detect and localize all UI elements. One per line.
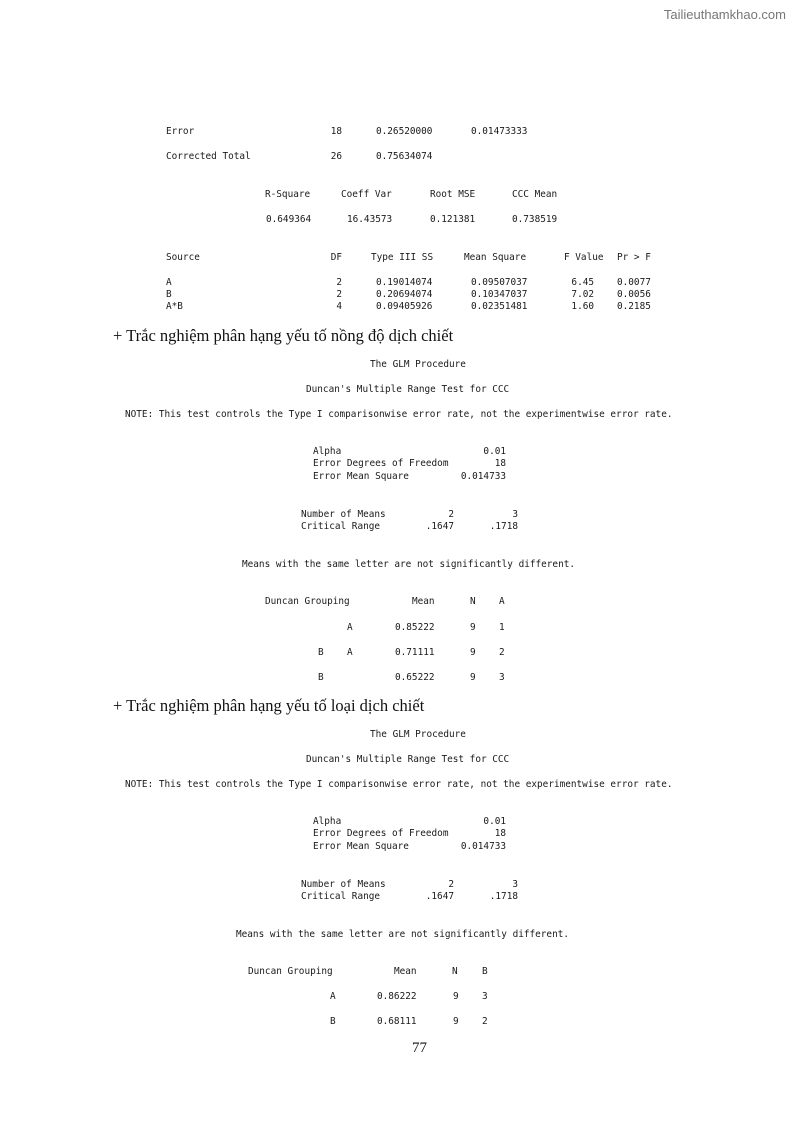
fit-header: CCC Mean <box>512 189 558 200</box>
source-header: Type III SS <box>371 252 434 263</box>
means-note: Means with the same letter are not significantly different. <box>236 929 570 940</box>
procedure-title: The GLM Procedure <box>370 729 466 740</box>
source-row: 0.09507037 <box>471 277 528 288</box>
section-heading: + Trắc nghiệm phân hạng yếu tố loại dịch chiết <box>113 696 425 715</box>
error-df: 18 <box>330 126 342 137</box>
alpha-label: Alpha <box>313 816 342 827</box>
group-level: 2 <box>499 647 505 658</box>
group-mean: 0.68111 <box>377 1016 417 1027</box>
ems-label: Error Mean Square <box>313 471 409 482</box>
ems-label: Error Mean Square <box>313 841 409 852</box>
source-row: 0.02351481 <box>471 301 528 312</box>
fit-header: Root MSE <box>430 189 476 200</box>
group-n: 9 <box>453 1016 459 1027</box>
total-ss: 0.75634074 <box>376 151 433 162</box>
group-level: 3 <box>499 672 505 683</box>
group-letter: B <box>318 672 324 683</box>
fit-value: 0.649364 <box>266 214 312 225</box>
source-row: 6.45 <box>571 277 594 288</box>
ems-value: 0.014733 <box>460 841 506 852</box>
crit-value: .1718 <box>489 891 518 902</box>
nmeans-value: 2 <box>448 879 454 890</box>
source-row: 0.10347037 <box>471 289 528 300</box>
error-ms: 0.01473333 <box>471 126 528 137</box>
group-header: Duncan Grouping <box>265 596 350 607</box>
edf-label: Error Degrees of Freedom <box>313 458 449 469</box>
error-label: Error <box>166 126 195 137</box>
source-row: 0.09405926 <box>376 301 433 312</box>
crit-value: .1647 <box>425 521 454 532</box>
group-header: Mean <box>394 966 417 977</box>
source-header: F Value <box>564 252 604 263</box>
edf-label: Error Degrees of Freedom <box>313 828 449 839</box>
group-letter: B <box>330 1016 336 1027</box>
group-header: B <box>482 966 488 977</box>
crit-value: .1647 <box>425 891 454 902</box>
page-number: 77 <box>412 1040 427 1056</box>
total-label: Corrected Total <box>166 151 251 162</box>
source-header: Pr > F <box>617 252 651 263</box>
group-mean: 0.85222 <box>395 622 435 633</box>
alpha-label: Alpha <box>313 446 342 457</box>
source-row: 2 <box>336 289 342 300</box>
source-row: 7.02 <box>571 289 594 300</box>
alpha-value: 0.01 <box>483 816 506 827</box>
group-n: 9 <box>470 647 476 658</box>
test-note: NOTE: This test controls the Type I comparisonwise error rate, not the experimentwise error rate. <box>125 409 673 420</box>
source-row: 2 <box>336 277 342 288</box>
group-n: 9 <box>470 672 476 683</box>
group-n: 9 <box>470 622 476 633</box>
group-header: N <box>470 596 476 607</box>
source-row: B <box>166 289 172 300</box>
group-letter: B <box>318 647 324 658</box>
source-header: Mean Square <box>464 252 527 263</box>
group-level: 1 <box>499 622 505 633</box>
group-mean: 0.71111 <box>395 647 435 658</box>
nmeans-label: Number of Means <box>301 509 386 520</box>
crit-label: Critical Range <box>301 521 381 532</box>
total-df: 26 <box>330 151 342 162</box>
test-note: NOTE: This test controls the Type I comparisonwise error rate, not the experimentwise error rate. <box>125 779 673 790</box>
group-letter: A <box>330 991 336 1002</box>
group-header: N <box>452 966 458 977</box>
fit-header: Coeff Var <box>341 189 392 200</box>
alpha-value: 0.01 <box>483 446 506 457</box>
means-note: Means with the same letter are not significantly different. <box>242 559 576 570</box>
source-row: 0.0077 <box>617 277 651 288</box>
group-mean: 0.86222 <box>377 991 417 1002</box>
nmeans-label: Number of Means <box>301 879 386 890</box>
source-row: 0.2185 <box>617 301 651 312</box>
ems-value: 0.014733 <box>460 471 506 482</box>
group-mean: 0.65222 <box>395 672 435 683</box>
source-row: A*B <box>166 301 183 312</box>
procedure-title: The GLM Procedure <box>370 359 466 370</box>
source-header: DF <box>330 252 342 263</box>
section-heading: + Trắc nghiệm phân hạng yếu tố nồng độ dịch chiết <box>113 326 454 345</box>
group-letter: A <box>347 622 353 633</box>
fit-value: 16.43573 <box>347 214 393 225</box>
fit-value: 0.738519 <box>512 214 558 225</box>
edf-value: 18 <box>494 828 506 839</box>
fit-header: R-Square <box>265 189 311 200</box>
source-row: 0.20694074 <box>376 289 433 300</box>
group-header: Duncan Grouping <box>248 966 333 977</box>
source-header: Source <box>166 252 200 263</box>
watermark: Tailieuthamkhao.com <box>663 7 786 22</box>
group-level: 2 <box>482 1016 488 1027</box>
group-level: 3 <box>482 991 488 1002</box>
test-title: Duncan's Multiple Range Test for CCC <box>306 754 510 765</box>
source-row: 4 <box>336 301 342 312</box>
group-header: Mean <box>412 596 435 607</box>
crit-value: .1718 <box>489 521 518 532</box>
crit-label: Critical Range <box>301 891 381 902</box>
source-row: A <box>166 277 172 288</box>
edf-value: 18 <box>494 458 506 469</box>
error-ss: 0.26520000 <box>376 126 433 137</box>
source-row: 1.60 <box>571 301 594 312</box>
source-row: 0.0056 <box>617 289 651 300</box>
group-n: 9 <box>453 991 459 1002</box>
nmeans-value: 3 <box>512 509 518 520</box>
nmeans-value: 2 <box>448 509 454 520</box>
group-header: A <box>499 596 505 607</box>
group-letter: A <box>347 647 353 658</box>
nmeans-value: 3 <box>512 879 518 890</box>
source-row: 0.19014074 <box>376 277 433 288</box>
test-title: Duncan's Multiple Range Test for CCC <box>306 384 510 395</box>
fit-value: 0.121381 <box>430 214 476 225</box>
